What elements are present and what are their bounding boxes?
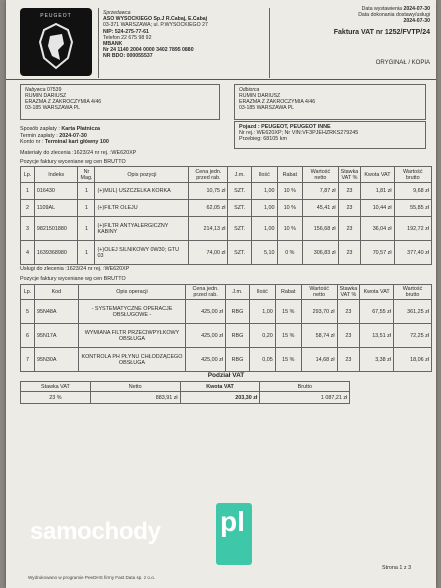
cell: 425,00 zł [186,324,226,348]
cell: 9821501880 [34,217,78,241]
vehicle-mileage: Przebieg: 68105 km [239,136,287,143]
cell: 7,87 zł [303,183,338,200]
seller-line: MBANK [103,41,123,48]
lion-icon [34,22,78,70]
col-header: J.m. [228,167,252,183]
cell: 10 % [277,200,303,217]
cell: 55,85 zł [394,200,431,217]
col-header: Netto [90,382,180,392]
col-header: Stawka VAT % [337,285,360,300]
col-header: Nr Mag. [78,167,95,183]
table-row [21,348,432,372]
cell: 0,20 [249,324,275,348]
seller-line: Telefon 22 675 98 92 [103,34,152,41]
col-header: Wartość brutto [394,285,432,300]
cell: 5 [21,300,35,324]
materials-table [20,166,432,265]
recipient-block [234,84,426,120]
cell: 7 [21,348,35,372]
cell: 36,04 zł [361,217,394,241]
invoice-header [6,0,436,80]
cell: 14,68 zł [301,348,337,372]
cell: 58,74 zł [301,324,337,348]
cell: 306,83 zł [303,241,338,265]
col-header: Cena jedn. przed rab. [189,167,228,183]
cell: 5,10 [252,241,278,265]
services-header-row [21,285,432,300]
cell: 3,38 zł [360,348,394,372]
cell: 1 [78,217,95,241]
cell: RBG [225,348,249,372]
issue-label: Data wystawienia [361,6,402,12]
cell: (+)MUL) USZCZELKA KORKA [95,183,189,200]
cell: 74,00 zł [189,241,228,265]
cell: 016430 [34,183,78,200]
print-footer: Wydrukowano w programie PeeDHS firmy Fast Data sp. z o.o. [28,575,156,580]
cell: 883,91 zł [90,392,180,404]
cell: 293,70 zł [301,300,337,324]
buyer-city: 03-185 WARSZAWA PL [25,105,81,111]
table-row [21,217,432,241]
table-row [21,200,432,217]
cell: 15 % [275,300,301,324]
empty-cell [350,382,432,392]
account: Terminal kart główny 100 [44,139,109,146]
cell: 67,55 zł [360,300,394,324]
cell: 13,51 zł [360,324,394,348]
cell: 45,41 zł [303,200,338,217]
table-row [21,300,432,324]
payment-method-label: Sposób zapłaty [20,126,57,132]
original-copy-mark: ORYGINAŁ / KOPIA [375,60,430,66]
cell: 95N30A [34,348,78,372]
cell: 203,30 zł [180,392,260,404]
watermark-suffix: pl [220,506,245,537]
vat-split-row [21,392,432,404]
cell: 1 [78,241,95,265]
cell: 23 [337,324,360,348]
cell: 425,00 zł [186,348,226,372]
payment-method: Karta Płatnicza [61,126,101,132]
table-row [21,241,432,265]
col-header: Wartość brutto [394,167,431,183]
cell: 1 [21,183,35,200]
cell: 70,57 zł [361,241,394,265]
cell: 1,00 [252,183,278,200]
table-row [21,183,432,200]
recipient-label: Odbiorca [239,87,260,93]
col-header: Wartość netto [301,285,337,300]
col-header: Stawka VAT [21,382,91,392]
seller-block [98,8,270,78]
vehicle-block [234,121,426,149]
col-header: Kwota VAT [180,382,260,392]
col-header: Indeks [34,167,78,183]
buyer-label: Nabywca [25,87,46,93]
vat-split-title: Podział VAT [207,372,245,379]
col-header: Rabat [277,167,303,183]
col-header: Kwota VAT [361,167,394,183]
cell: 2 [21,200,35,217]
cell: 361,25 zł [394,300,432,324]
cell: 3 [21,217,35,241]
cell: 156,68 zł [303,217,338,241]
cell: 23 [338,241,361,265]
delivery-date: 2024-07-30 [403,18,430,24]
page-number: Strona 1 z 3 [382,565,412,571]
vat-split-table [20,381,432,404]
cell: 15 % [275,324,301,348]
buyer-block [20,84,220,120]
cell: (+)FILTR OLEJU [95,200,189,217]
col-header: Kod [34,285,78,300]
col-header: Ilość [249,285,275,300]
cell: 95N48A [34,300,78,324]
col-header: Kwota VAT [360,285,394,300]
seller-line: Nr 24 1140 2004 0000 3402 7895 0880 [103,47,194,54]
cell: 23 [338,217,361,241]
cell: - SYSTEMATYCZNE OPERACJE OBSŁUGOWE - [78,300,185,324]
empty-cell [350,392,432,404]
materials-header: Materiały do zlecenia :1623/24 nr rej. :WE620XP [20,150,137,156]
cell: 95N17A [34,324,78,348]
cell: 23 [338,200,361,217]
cell: 10 % [277,217,303,241]
cell: (+)FILTR ANTYALERGICZNY KABINY [95,217,189,241]
logo-text: PEUGEOT [40,13,72,19]
cell: 23 % [21,392,91,404]
account-label: Konto nr [20,139,41,146]
col-header: Opis pozycji [95,167,189,183]
col-header: Lp. [21,285,35,300]
delivery-label: Data dokonania dostawy/usługi [358,12,430,18]
buyer-code: 07539 [47,87,62,93]
cell: 23 [337,348,360,372]
watermark-text: samochody [30,518,161,545]
col-header: Stawka VAT % [338,167,361,183]
cell: 1,00 [252,200,278,217]
cell: 1,81 zł [361,183,394,200]
cell: 1639368980 [34,241,78,265]
cell: 15 % [275,348,301,372]
invoice-meta [274,6,430,66]
cell: 10 % [277,183,303,200]
cell: 23 [338,183,361,200]
vehicle-reg: Nr rej.: WE620XP; Nr VIN:VF3PJEHZRKS279245 [239,130,359,137]
cell: SZT. [228,241,252,265]
cell: SZT. [228,217,252,241]
cell: 62,05 zł [189,200,228,217]
materials-price-note: Pozycje faktury wyceniane wg cen BRUTTO [20,159,126,165]
vehicle-title: Pojazd : PEUGEOT, PEUGEOT INNE [239,124,331,130]
cell: 6 [21,324,35,348]
cell: 1 [78,200,95,217]
cell: 23 [337,300,360,324]
cell: SZT. [228,200,252,217]
cell: RBG [225,324,249,348]
cell: 1 [78,183,95,200]
cell: 1 087,21 zł [260,392,350,404]
col-header: Rabat [275,285,301,300]
cell: 377,40 zł [394,241,431,265]
cell: 425,00 zł [186,300,226,324]
col-header: Cena jedn. przed rab. [186,285,226,300]
issue-date: 2024-07-30 [403,6,430,12]
seller-line: NIP: 524-275-77-61 [103,28,149,35]
cell: 1,00 [249,300,275,324]
col-header: Wartość netto [303,167,338,183]
cell: KONTROLA PH PŁYNU CHŁODZĄCEGO OBSŁUGA [78,348,185,372]
cell: WYMIANA FILTR PRZECIWPYŁKOWY OBSŁUGA [78,324,185,348]
col-header: J.m. [225,285,249,300]
cell: RBG [225,300,249,324]
services-header: Usługi do zlecenia :1623/24 nr rej. :WE620XP [20,266,130,272]
recipient-name: RUMIN DARIUSZ [239,93,281,99]
services-price-note: Pozycje faktury wyceniane wg cen BRUTTO [20,276,126,282]
cell: 4 [21,241,35,265]
cell: 0 % [277,241,303,265]
cell: (+)OLEJ SILNIKOWY 0W30; GTU 03 [95,241,189,265]
cell: 0,05 [249,348,275,372]
payment-due: 2024-07-30 [59,132,87,139]
invoice-label: Faktura VAT nr [333,29,383,36]
payment-due-label: Termin zapłaty [20,132,55,139]
services-table [20,284,432,372]
seller-line: NR BDO: 000055537 [103,53,153,60]
cell: 1109AL [34,200,78,217]
seller-line: ASO WYSOCKIEGO Sp.J R.Cabaj, E.Cabaj [103,16,208,23]
cell: 9,68 zł [394,183,431,200]
cell: 10,75 zł [189,183,228,200]
cell: 192,72 zł [394,217,431,241]
cell: 1,00 [252,217,278,241]
payment-block: Sposób zapłaty : Karta Płatnicza Termin zapłaty : 2024-07-30 Konto nr : Terminal kart główny 100 [20,126,109,146]
invoice-document [6,0,436,588]
buyer-name: RUMIN DARIUSZ [25,93,67,99]
buyer-street: ERAZMA Z ZAKROCZYMIA 4/46 [25,99,102,105]
cell: 18,06 zł [394,348,432,372]
cell: 72,25 zł [394,324,432,348]
col-header: Ilość [252,167,278,183]
recipient-city: 03-185 WARSZAWA PL [239,105,295,111]
col-header: Brutto [260,382,350,392]
col-header: Lp. [21,167,35,183]
invoice-number: 1252/FVTP/24 [384,29,430,36]
seller-line: 03-371 WARSZAWA; ul. P.WYSOCKIEGO 27 [103,22,208,29]
table-row [21,324,432,348]
recipient-street: ERAZMA Z ZAKROCZYMIA 4/46 [239,99,316,105]
cell: SZT. [228,183,252,200]
seller-label: Sprzedawca [103,10,131,16]
materials-header-row [21,167,432,183]
cell: 214,13 zł [189,217,228,241]
vat-split-header-row [21,382,432,392]
col-header: Opis operacji [78,285,185,300]
cell: 10,44 zł [361,200,394,217]
peugeot-logo [20,8,92,76]
